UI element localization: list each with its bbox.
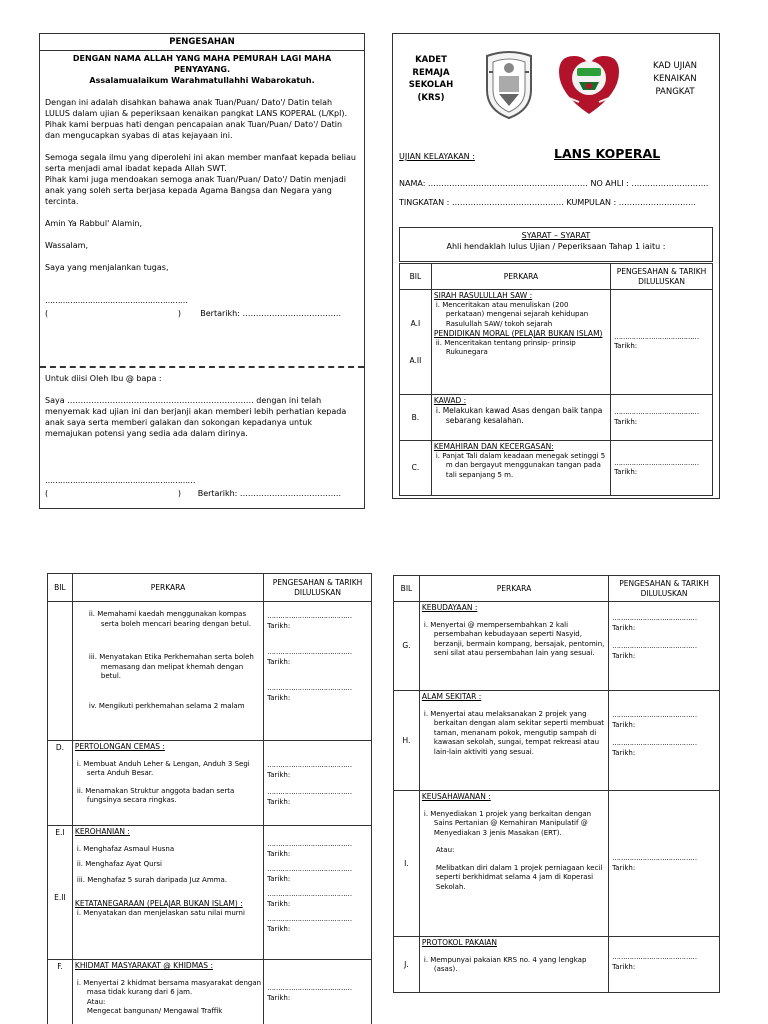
perkara-cell xyxy=(419,791,608,937)
perkara-cell xyxy=(431,441,610,496)
signature-dots: ………………………………… xyxy=(267,648,352,656)
item-nilai: i. Menyatakan dan menjelaskan satu nilai murni xyxy=(76,908,245,917)
ibu-bapa-title: Untuk diisi Oleh Ibu @ bapa : xyxy=(45,374,162,383)
header-pengesahan: PENGESAHAN & TARIKH DILULUSKAN xyxy=(264,574,372,602)
item-usaha-atau: Atau: xyxy=(435,846,455,854)
tarikh-label: Tarikh: xyxy=(612,651,636,660)
tarikh-label: Tarikh: xyxy=(267,797,291,806)
bil-cell: H. xyxy=(394,691,420,791)
signature-dots: ………………………………… xyxy=(267,840,352,848)
tarikh-label: Tarikh: xyxy=(614,417,638,426)
signature-line: ………………………………………………… xyxy=(45,296,188,305)
item-alam-i: i. Menyertai atau melaksanakan 2 projek yang berkaitan dengan alam sekitar seperti membuat taman, menanam pokok, mengutip sampah di kawasan sekolah, sungai, tempat rekreasi atau lain-lain aktiviti yang sesuai. xyxy=(423,709,604,756)
wassalam-line: Wassalam, xyxy=(45,241,88,250)
kad-line: KENAIKAN xyxy=(653,74,697,84)
bil-cell: G. xyxy=(394,602,420,691)
item-sirah-i: i. Menceritakan atau menuliskan (200 perkataan) mengenai sejarah kehidupan Rasulullah SAW/ tokoh sejarah xyxy=(435,300,589,328)
signature-dots: ………………………………… xyxy=(612,953,697,961)
paragraph-doa: Pihak kami juga mendoakan semoga anak Tuan/Puan/ Dato'/ Datin menjadi anak yang soleh serta berjasa kepada Agama Bangsa dan Negara yang tercinta. xyxy=(45,175,346,206)
signature-dots: ………………………………… xyxy=(267,890,352,898)
signature-dots: ………………………………… xyxy=(612,739,697,747)
section-kebudayaan: KEBUDAYAAN : xyxy=(421,603,478,612)
tugas-line: Saya yang menjalankan tugas, xyxy=(45,263,169,272)
signature-dots: ………………………………… xyxy=(267,865,352,873)
kad-line: PANGKAT xyxy=(655,87,695,97)
section-keusahawanan: KEUSAHAWANAN : xyxy=(421,792,491,801)
kad-line: KAD UJIAN xyxy=(653,61,697,71)
bil-cell: D. xyxy=(48,741,73,826)
kadet-label xyxy=(401,54,461,104)
item-protokol-i: i. Mempunyai pakaian KRS no. 4 yang lengkap (asas). xyxy=(423,955,587,973)
card-header xyxy=(393,34,719,134)
table-header-row xyxy=(48,574,372,602)
table-row xyxy=(400,290,713,395)
perkara-cell xyxy=(419,602,608,691)
bil-a2: A.II xyxy=(409,356,422,365)
pengesahan-cell[interactable] xyxy=(609,937,720,993)
pengesahan-cell[interactable] xyxy=(264,602,372,741)
header-bil: BIL xyxy=(48,574,73,602)
item-qursi: ii. Menghafaz Ayat Qursi xyxy=(76,860,162,868)
item-struktur: ii. Menamakan Struktur anggota badan serta fungsinya secara ringkas. xyxy=(76,786,235,804)
tingkatan-field[interactable]: TINGKATAN : …………………………………… KUMPULAN : ……………………….. xyxy=(399,198,696,207)
card-front-panel xyxy=(392,33,720,499)
section-kemahiran: KEMAHIRAN DAN KECERGASAN: xyxy=(433,442,554,451)
item-kawad-i: i. Melakukan kawad Asas dengan baik tanpa sebarang kesalahan. xyxy=(435,405,603,425)
signature-dots: ………………………………… xyxy=(614,332,699,341)
perkara-cell xyxy=(72,960,263,1024)
perkara-cell xyxy=(431,395,610,441)
table-row xyxy=(394,602,720,691)
bil-cell xyxy=(400,290,432,395)
pengesahan-cell[interactable] xyxy=(264,741,372,826)
item-etika: iii. Menyatakan Etika Perkhemahan serta boleh memasang dan melipat khemah dengan betul. xyxy=(88,653,254,680)
perkara-cell xyxy=(72,602,263,741)
pengesahan-cell[interactable] xyxy=(264,960,372,1024)
tarikh-label: Tarikh: xyxy=(612,748,636,757)
table-row xyxy=(48,960,372,1024)
signature-dots: ………………………………… xyxy=(612,711,697,719)
item-khidmat-i: i. Menyertai 2 khidmat bersama masyarakat dengan masa tidak kurang dari 6 jam. xyxy=(76,978,262,996)
item-moral-ii: ii. Menceritakan tentang prinsip- prinsip Rukunegara xyxy=(435,338,576,356)
requirements-table-1 xyxy=(399,263,713,496)
tarikh-label: Tarikh: xyxy=(612,863,636,872)
item-usaha-more: Melibatkan diri dalam 1 projek perniagaan kecil seperti berkhidmat selama 4 jam di Koperasi Sekolah. xyxy=(435,863,603,891)
header-pengesahan: PENGESAHAN & TARIKH DILULUSKAN xyxy=(609,576,720,602)
signature-dots: ………………………………… xyxy=(267,684,352,692)
bil-cell: I. xyxy=(394,791,420,937)
syarat-box xyxy=(399,227,713,262)
item-kebudayaan-i: i. Menyertai @ mempersembahkan 2 kali persembahan kebudayaan seperti Nasyid, berzanji, bermain kompang, bersajak, pentomin, seni silat atau persembahan lain yang sesuai. xyxy=(423,620,605,657)
perkara-cell xyxy=(431,290,610,395)
ibu-bapa-text: Saya ……………………………………………………………. dengan ini telah menyemak kad ujian ini dan berjanji akan memberi lebih perhatian kepada anak saya serta memberi galakan dan sokongan kepadanya untuk memajukan potensi yang sedia ada dalam dirinya. xyxy=(45,396,347,438)
table-row xyxy=(48,741,372,826)
kad-ujian-label xyxy=(639,60,711,99)
perkara-cell xyxy=(72,741,263,826)
section-kerohanian: KEROHANIAN : xyxy=(74,827,130,836)
item-kompas: ii. Memahami kaedah menggunakan kompas serta boleh mencari bearing dengan betul. xyxy=(88,610,252,628)
salam-line: Assalamualaikum Warahmatullahhi Wabarokatuh. xyxy=(89,76,315,85)
tarikh-label: Tarikh: xyxy=(267,924,291,933)
bismillah-line: DENGAN NAMA ALLAH YANG MAHA PEMURAH LAGI MAHA PENYAYANG. xyxy=(72,54,332,74)
pengesahan-cell[interactable] xyxy=(611,395,713,441)
signature-dots: ………………………………… xyxy=(614,458,699,467)
tarikh-label: Tarikh: xyxy=(267,849,291,858)
syarat-title: SYARAT – SYARAT xyxy=(521,231,591,240)
signature-name-paren-parent: ( ) xyxy=(45,489,181,498)
item-perkhemahan: iv. Mengikuti perkhemahan selama 2 malam xyxy=(88,701,245,710)
item-usaha-i: i. Menyediakan 1 projek yang berkaitan dengan Sains Pertanian @ Kemahiran Manipulatif @ Menyediakan 3 jenis Masakan (ERT). xyxy=(423,809,592,837)
pengesahan-cell[interactable] xyxy=(264,826,372,960)
card-inner-left-panel xyxy=(47,573,372,1024)
header-perkara: PERKARA xyxy=(419,576,608,602)
table-row xyxy=(400,441,713,496)
section-sirah: SIRAH RASULULLAH SAW : xyxy=(433,291,533,300)
pengesahan-cell[interactable] xyxy=(609,602,720,691)
item-kemahiran-i: i. Panjat Tali dalam keadaan menegak setinggi 5 m dan bergayut menggunakan tangan pada tali sepanjang 5 m. xyxy=(435,451,606,479)
pengesahan-cell[interactable] xyxy=(611,441,713,496)
section-protokol: PROTOKOL PAKAIAN xyxy=(421,938,498,947)
signature-name-paren: ( ) xyxy=(45,309,181,318)
bil-cell xyxy=(48,602,73,741)
table-row xyxy=(394,691,720,791)
item-khidmat-atau: Atau: xyxy=(86,997,106,1006)
perkara-cell xyxy=(419,691,608,791)
signature-dots: ………………………………… xyxy=(612,854,697,862)
signature-dots: ………………………………… xyxy=(267,984,352,992)
signature-dots: ………………………………… xyxy=(267,761,352,769)
signature-dots: ………………………………… xyxy=(612,614,697,622)
table-row xyxy=(48,602,372,741)
ibu-bapa-section xyxy=(40,367,364,499)
syarat-text: Ahli hendaklah lulus Ujian / Peperiksaan Tahap 1 iaitu : xyxy=(446,242,666,251)
bil-cell: C. xyxy=(400,441,432,496)
paragraph-lulus: Dengan ini adalah disahkan bahawa anak Tuan/Puan/ Dato'/ Datin telah LULUS dalam ujian & peperiksaan kenaikan pangkat LANS KOPERAL (L/Kpl). Pihak kami berpuas hati dengan pencapaian anak Tuan/Puan/ Dato'/ Datin dan mengucapkan syabas di atas kejayaan ini. xyxy=(45,98,348,140)
header-bil: BIL xyxy=(400,264,432,290)
item-asmaul: i. Menghafaz Asmaul Husna xyxy=(76,844,175,853)
bil-e1: E.I xyxy=(55,828,65,837)
table-row xyxy=(400,395,713,441)
table-header-row xyxy=(400,264,713,290)
ujian-kelayakan-label: UJIAN KELAYAKAN : xyxy=(399,152,475,161)
tarikh-label: Tarikh: xyxy=(612,962,636,971)
item-khidmat-more: Mengecat bangunan/ Mengawal Traffik xyxy=(86,1007,223,1015)
header-pengesahan: PENGESAHAN & TARIKH DILULUSKAN xyxy=(611,264,713,290)
table-header-row xyxy=(394,576,720,602)
signature-dots: ………………………………… xyxy=(612,642,697,650)
table-row xyxy=(48,826,372,960)
bil-cell: F. xyxy=(48,960,73,1024)
perkara-cell xyxy=(72,826,263,960)
signature-dots: ………………………………… xyxy=(614,408,699,416)
bertarikh-line-parent: Bertarikh: ……………………………….. xyxy=(197,489,341,498)
bil-e2: E.II xyxy=(54,892,66,902)
section-kawad: KAWAD : xyxy=(433,396,467,405)
krs-heart-logo-icon xyxy=(555,52,623,120)
item-juz: iii. Menghafaz 5 surah daripada Juz Amma. xyxy=(76,875,227,884)
requirements-table-2 xyxy=(47,573,372,1024)
pengesahan-cell[interactable] xyxy=(609,791,720,937)
section-khidmat: KHIDMAT MASYARAKAT @ KHIDMAS : xyxy=(74,961,213,970)
perkara-cell xyxy=(419,937,608,993)
ujian-kelayakan-row xyxy=(399,146,715,166)
header-bil: BIL xyxy=(394,576,420,602)
pengesahan-body xyxy=(40,51,364,367)
bil-cell: B. xyxy=(400,395,432,441)
tarikh-label: Tarikh: xyxy=(267,874,291,883)
tarikh-label: Tarikh: xyxy=(612,623,636,632)
bertarikh-line: Bertarikh: ………………………………. xyxy=(200,309,341,318)
kadet-line: REMAJA xyxy=(412,67,450,78)
kadet-line: SEKOLAH xyxy=(408,80,454,90)
table-row xyxy=(394,937,720,993)
tarikh-label: Tarikh: xyxy=(614,342,638,350)
item-anduh: i. Membuat Anduh Leher & Lengan, Anduh 3 Segi serta Anduh Besar. xyxy=(76,759,250,777)
pengesahan-panel xyxy=(39,33,365,509)
table-row xyxy=(394,791,720,937)
section-alam: ALAM SEKITAR : xyxy=(421,692,482,701)
header-perkara: PERKARA xyxy=(72,574,263,602)
pengesahan-cell[interactable] xyxy=(611,290,713,395)
pengesahan-title: PENGESAHAN xyxy=(40,34,364,51)
section-kenegaraan: KETATANEGARAAN (PELAJAR BUKAN ISLAM) : xyxy=(74,899,243,908)
nama-field[interactable]: NAMA: …………………………………………………… NO AHLI : ……………………….. xyxy=(399,179,709,188)
kadet-line: (KRS) xyxy=(417,92,445,103)
tarikh-label: Tarikh: xyxy=(612,720,636,729)
bil-a1: A.I xyxy=(410,318,421,328)
signature-dots: ………………………………… xyxy=(267,915,352,923)
school-crest-icon xyxy=(483,50,535,120)
kadet-line: KADET xyxy=(415,55,447,65)
header-perkara: PERKARA xyxy=(431,264,610,290)
bil-cell xyxy=(48,826,73,960)
amin-line: Amin Ya Rabbul' Alamin, xyxy=(45,219,143,228)
bil-cell: J. xyxy=(394,937,420,993)
signature-dots: ………………………………… xyxy=(267,788,352,796)
requirements-table-3 xyxy=(393,575,720,993)
section-moral: PENDIDIKAN MORAL (PELAJAR BUKAN ISLAM) xyxy=(433,329,603,338)
signature-line-parent: …………………………………………………… xyxy=(45,476,195,485)
tarikh-label: Tarikh: xyxy=(267,770,291,779)
tarikh-label: Tarikh: xyxy=(267,693,291,702)
signature-dots: ………………………………… xyxy=(267,612,352,620)
tarikh-label: Tarikh: xyxy=(267,657,291,666)
tarikh-label: Tarikh: xyxy=(614,468,638,476)
card-inner-right-panel xyxy=(393,575,720,993)
tarikh-label: Tarikh: xyxy=(267,899,291,908)
tarikh-label: Tarikh: xyxy=(267,621,291,630)
tarikh-label: Tarikh: xyxy=(267,993,291,1002)
section-pertolongan: PERTOLONGAN CEMAS : xyxy=(74,742,165,751)
pengesahan-cell[interactable] xyxy=(609,691,720,791)
ujian-kelayakan-value: LANS KOPERAL xyxy=(554,146,661,161)
paragraph-ilmu: Semoga segala ilmu yang diperolehi ini akan member manfaat kepada beliau serta menjadi amal ibadat kepada Allah SWT. xyxy=(45,153,356,173)
